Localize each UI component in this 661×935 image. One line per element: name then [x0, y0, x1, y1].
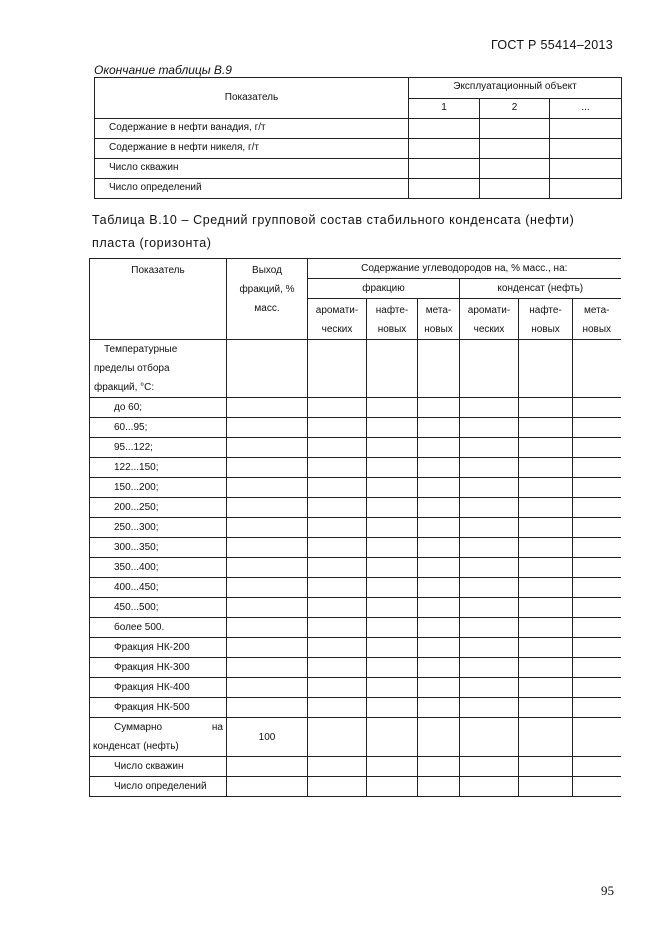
table-row [90, 698, 621, 718]
range-label: 60...95; [90, 418, 227, 438]
table-row [90, 538, 621, 558]
empty-cell [460, 498, 519, 518]
empty-cell [227, 458, 308, 478]
page-number: 95 [601, 883, 614, 898]
empty-cell [418, 438, 460, 458]
empty-cell [367, 678, 418, 698]
empty-cell [367, 598, 418, 618]
empty-cell [418, 638, 460, 658]
empty-cell [418, 518, 460, 538]
empty-cell [573, 678, 621, 698]
empty-cell [573, 498, 621, 518]
table-row [90, 678, 621, 698]
empty-cell [573, 438, 621, 458]
empty-cell [573, 398, 621, 418]
empty-cell [227, 558, 308, 578]
empty-cell [460, 458, 519, 478]
empty-cell [519, 418, 573, 438]
empty-cell [573, 578, 621, 598]
range-label: 122...150; [90, 458, 227, 478]
header-object: Эксплуатационный объект [409, 78, 622, 99]
empty-cell [460, 538, 519, 558]
empty-cell [519, 618, 573, 638]
empty-cell [519, 658, 573, 678]
wells-label: Число скважин [90, 757, 227, 777]
table-row [90, 438, 621, 458]
empty-cell [227, 638, 308, 658]
range-label: 250...300; [90, 518, 227, 538]
title-line-1: Таблица В.10 – Средний групповой состав стабильного конденсата (нефти) [92, 213, 575, 227]
title-line-2: пласта (горизонта) [92, 236, 212, 250]
table-b9 [94, 77, 622, 199]
empty-cell [367, 518, 418, 538]
empty-cell [418, 658, 460, 678]
subheader-3: ... [550, 99, 622, 119]
table-row [90, 618, 621, 638]
empty-cell [367, 578, 418, 598]
table-row [90, 598, 621, 618]
empty-cell [367, 398, 418, 418]
empty-cell [367, 538, 418, 558]
empty-cell [573, 518, 621, 538]
empty-cell [367, 658, 418, 678]
sub-aromatic-1: аромати- ческих [308, 299, 367, 340]
empty-cell [227, 478, 308, 498]
table-row [90, 518, 621, 538]
empty-cell [308, 438, 367, 458]
empty-cell [573, 458, 621, 478]
temp-limits-label: Температурные пределы отбора фракций, °С: [90, 340, 227, 398]
empty-cell [460, 418, 519, 438]
sub-aromatic-2: аромати- ческих [460, 299, 519, 340]
table-b10 [89, 258, 621, 797]
subheader-1: 1 [409, 99, 480, 119]
empty-cell [519, 438, 573, 458]
empty-cell [519, 578, 573, 598]
empty-cell [308, 618, 367, 638]
empty-cell [519, 558, 573, 578]
empty-cell [519, 698, 573, 718]
table-row [95, 139, 622, 159]
empty-cell [519, 478, 573, 498]
empty-cell [227, 498, 308, 518]
range-label: Фракция НК-300 [90, 658, 227, 678]
header-indicator: Показатель [90, 259, 227, 340]
table-row [90, 757, 621, 777]
sub-methane-1: мета- новых [418, 299, 460, 340]
empty-cell [367, 638, 418, 658]
row-label: Содержание в нефти ванадия, г/т [95, 119, 409, 139]
empty-cell [308, 558, 367, 578]
empty-cell [418, 618, 460, 638]
total-yield: 100 [227, 718, 308, 757]
row-label: Число определений [95, 179, 409, 199]
table-row [90, 718, 621, 757]
empty-cell [418, 678, 460, 698]
empty-cell [227, 658, 308, 678]
empty-cell [573, 558, 621, 578]
empty-cell [308, 458, 367, 478]
empty-cell [573, 478, 621, 498]
empty-cell [519, 498, 573, 518]
table-row [95, 119, 622, 139]
empty-cell [308, 658, 367, 678]
row-label: Число скважин [95, 159, 409, 179]
range-label: 150...200; [90, 478, 227, 498]
empty-cell [227, 698, 308, 718]
empty-cell [460, 658, 519, 678]
empty-cell [460, 478, 519, 498]
header-fraction: фракцию [308, 279, 460, 299]
header-content: Содержание углеводородов на, % масс., на: [308, 259, 621, 279]
empty-cell [418, 578, 460, 598]
empty-cell [519, 638, 573, 658]
empty-cell [460, 398, 519, 418]
table-row [90, 578, 621, 598]
sub-methane-2: мета- новых [573, 299, 621, 340]
row-label: Содержание в нефти никеля, г/т [95, 139, 409, 159]
empty-cell [418, 498, 460, 518]
empty-cell [308, 518, 367, 538]
empty-cell [227, 438, 308, 458]
range-label: 200...250; [90, 498, 227, 518]
table-row [90, 658, 621, 678]
range-label: 300...350; [90, 538, 227, 558]
empty-cell [460, 438, 519, 458]
empty-cell [308, 418, 367, 438]
empty-cell [519, 598, 573, 618]
empty-cell [308, 678, 367, 698]
empty-cell [308, 498, 367, 518]
table-row [90, 340, 621, 398]
range-label: до 60; [90, 398, 227, 418]
empty-cell [573, 698, 621, 718]
empty-cell [519, 398, 573, 418]
empty-cell [308, 698, 367, 718]
empty-cell [460, 558, 519, 578]
empty-cell [418, 478, 460, 498]
empty-cell [519, 458, 573, 478]
table-row [90, 398, 621, 418]
empty-cell [460, 698, 519, 718]
empty-cell [308, 578, 367, 598]
empty-cell [418, 458, 460, 478]
empty-cell [460, 578, 519, 598]
empty-cell [519, 518, 573, 538]
empty-cell [227, 538, 308, 558]
empty-cell [573, 598, 621, 618]
range-label: Фракция НК-200 [90, 638, 227, 658]
empty-cell [227, 598, 308, 618]
subheader-2: 2 [480, 99, 550, 119]
table-b10-title [92, 209, 614, 255]
sub-naphthenic-1: нафте- новых [367, 299, 418, 340]
determinations-label: Число определений [90, 777, 227, 797]
header-indicator: Показатель [95, 78, 409, 119]
empty-cell [418, 418, 460, 438]
empty-cell [308, 638, 367, 658]
table-b9-caption: Окончание таблицы В.9 [94, 63, 232, 77]
empty-cell [573, 538, 621, 558]
range-label: 400...450; [90, 578, 227, 598]
empty-cell [573, 638, 621, 658]
empty-cell [227, 618, 308, 638]
empty-cell [367, 438, 418, 458]
empty-cell [460, 598, 519, 618]
table-row [90, 478, 621, 498]
empty-cell [308, 538, 367, 558]
empty-cell [573, 618, 621, 638]
empty-cell [227, 398, 308, 418]
range-label: Фракция НК-500 [90, 698, 227, 718]
table-row [90, 638, 621, 658]
range-label: более 500. [90, 618, 227, 638]
empty-cell [460, 618, 519, 638]
empty-cell [367, 458, 418, 478]
empty-cell [367, 698, 418, 718]
empty-cell [460, 678, 519, 698]
sub-naphthenic-2: нафте- новых [519, 299, 573, 340]
empty-cell [227, 678, 308, 698]
empty-cell [418, 398, 460, 418]
empty-cell [519, 538, 573, 558]
empty-cell [367, 478, 418, 498]
table-row [95, 179, 622, 199]
empty-cell [367, 618, 418, 638]
empty-cell [308, 478, 367, 498]
empty-cell [367, 498, 418, 518]
total-label: Суммарно на конденсат (нефть) [90, 718, 227, 757]
empty-cell [460, 518, 519, 538]
empty-cell [573, 658, 621, 678]
empty-cell [418, 598, 460, 618]
table-row [95, 159, 622, 179]
empty-cell [519, 678, 573, 698]
standard-code: ГОСТ Р 55414–2013 [491, 38, 613, 52]
empty-cell [367, 558, 418, 578]
table-row [90, 458, 621, 478]
empty-cell [308, 598, 367, 618]
empty-cell [227, 518, 308, 538]
range-label: 450...500; [90, 598, 227, 618]
empty-cell [367, 418, 418, 438]
range-label: 350...400; [90, 558, 227, 578]
range-label: 95...122; [90, 438, 227, 458]
table-row [90, 498, 621, 518]
range-label: Фракция НК-400 [90, 678, 227, 698]
table-row [90, 558, 621, 578]
empty-cell [460, 638, 519, 658]
empty-cell [418, 538, 460, 558]
empty-cell [418, 558, 460, 578]
empty-cell [573, 418, 621, 438]
header-yield: Выход фракций, % масс. [227, 259, 308, 340]
table-row [90, 777, 621, 797]
header-condensate: конденсат (нефть) [460, 279, 621, 299]
empty-cell [308, 398, 367, 418]
empty-cell [418, 698, 460, 718]
table-row [90, 418, 621, 438]
empty-cell [227, 578, 308, 598]
empty-cell [227, 418, 308, 438]
